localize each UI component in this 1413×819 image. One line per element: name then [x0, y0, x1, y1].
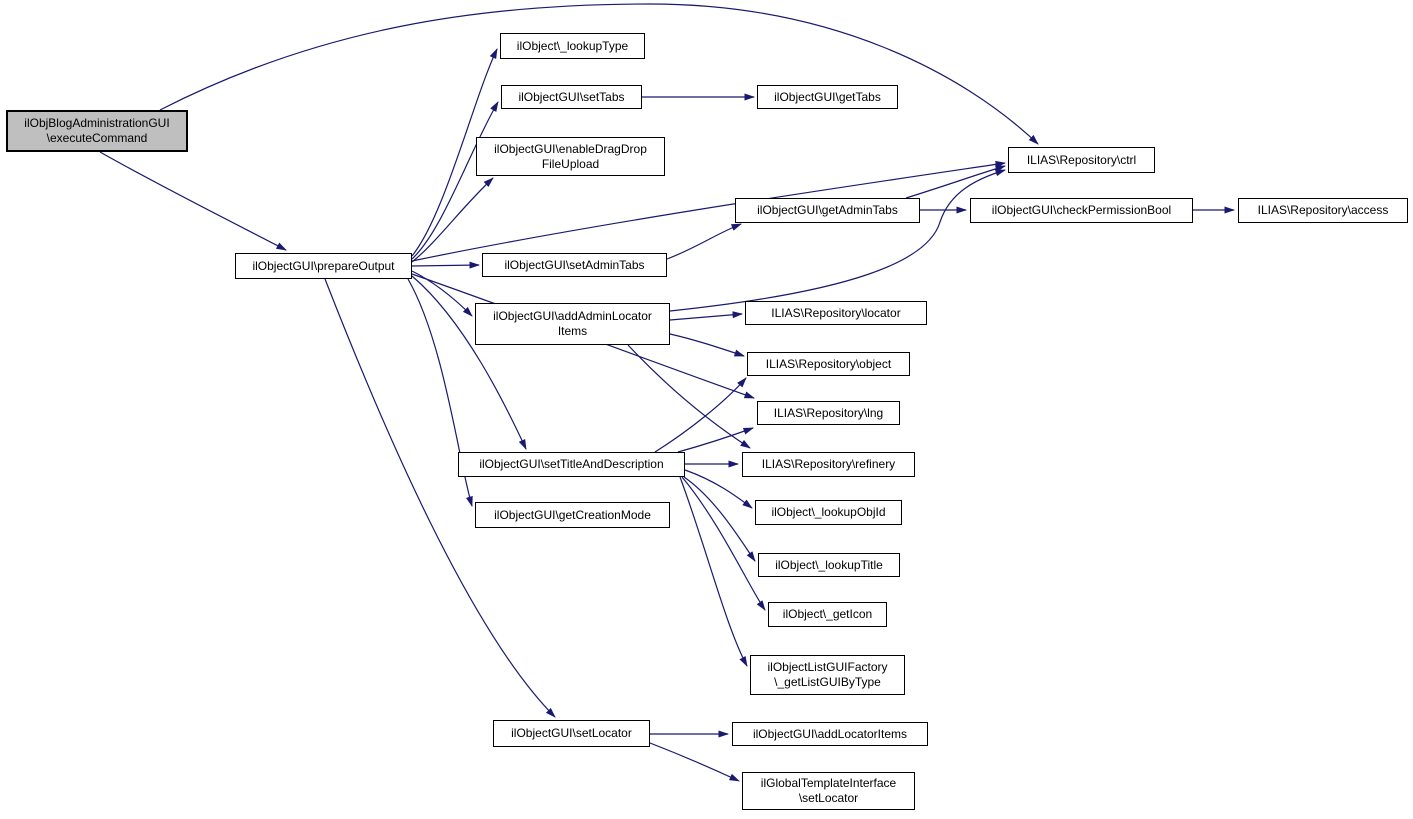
node-label: ilObjectGUI\enableDragDrop — [494, 141, 647, 156]
node-setTitleAndDescription[interactable] — [458, 452, 685, 477]
node-object[interactable] — [747, 352, 910, 376]
node-lookupTitle[interactable] — [758, 553, 900, 577]
node-label: ilObjBlogAdministrationGUI — [24, 116, 170, 130]
node-label: FileUpload — [541, 156, 600, 171]
node-label: ilObjectGUI\prepareOutput — [252, 258, 395, 273]
node-label: ilGlobalTemplateInterface — [760, 776, 897, 790]
node-checkPermissionBool[interactable] — [970, 198, 1193, 223]
node-label: ilObjectGUI\setLocator — [511, 726, 632, 740]
node-getTabs[interactable] — [757, 85, 898, 109]
node-setLocator[interactable] — [493, 720, 650, 747]
node-addAdminLocatorItems[interactable] — [475, 303, 670, 345]
node-getListGUIByType[interactable] — [750, 655, 905, 695]
node-label: ilObjectListGUIFactory — [767, 660, 888, 674]
node-label: ilObjectGUI\addLocatorItems — [752, 726, 908, 741]
node-label: ilObject\_lookupObjId — [771, 505, 886, 519]
node-label: ilObjectGUI\getAdminTabs — [757, 203, 898, 217]
node-label: ILIAS\Repository\lng — [773, 405, 884, 420]
node-lookupObjId[interactable] — [755, 500, 902, 525]
node-label: ilObjectGUI\setTabs — [518, 89, 625, 104]
node-label: ilObjectGUI\checkPermissionBool — [991, 203, 1172, 217]
node-label: ilObject\_lookupTitle — [775, 557, 883, 572]
node-access[interactable] — [1238, 198, 1408, 223]
node-enableDragDropFileUpload[interactable] — [476, 137, 665, 176]
node-locator[interactable] — [745, 301, 927, 325]
node-label: ilObjectGUI\getTabs — [774, 89, 881, 104]
node-label: ILIAS\Repository\locator — [771, 305, 901, 320]
node-setAdminTabs[interactable] — [482, 253, 667, 277]
node-label: ilObjectGUI\setTitleAndDescription — [479, 457, 664, 471]
node-lng[interactable] — [757, 401, 900, 425]
node-lookupType[interactable] — [500, 33, 645, 59]
node-label: Items — [557, 324, 588, 338]
node-label: ILIAS\Repository\access — [1257, 203, 1389, 217]
node-getAdminTabs[interactable] — [735, 198, 920, 223]
node-ctrl[interactable] — [1008, 147, 1155, 173]
node-setTabs[interactable] — [501, 85, 642, 109]
node-label: ilObject\_getIcon — [782, 607, 873, 621]
node-label: \setLocator — [798, 791, 859, 805]
node-label: ilObjectGUI\addAdminLocator — [493, 309, 652, 323]
node-refinery[interactable] — [742, 452, 915, 477]
node-getCreationMode[interactable] — [475, 502, 670, 528]
node-label: ilObjectGUI\setAdminTabs — [504, 257, 645, 272]
node-label: \_getListGUIByType — [774, 675, 881, 689]
node-addLocatorItems[interactable] — [732, 722, 928, 746]
node-prepareOutput[interactable] — [235, 253, 412, 279]
node-label: ILIAS\Repository\object — [765, 356, 892, 371]
node-label: ILIAS\Repository\ctrl — [1026, 152, 1137, 167]
node-label: \executeCommand — [46, 131, 148, 145]
node-executeCommand — [6, 110, 188, 152]
node-label: ILIAS\Repository\refinery — [761, 457, 896, 471]
node-label: ilObjectGUI\getCreationMode — [494, 507, 651, 522]
node-getIcon[interactable] — [768, 602, 887, 627]
node-label: ilObject\_lookupType — [516, 38, 629, 53]
node-globalTemplateSetLocator[interactable] — [742, 772, 915, 810]
